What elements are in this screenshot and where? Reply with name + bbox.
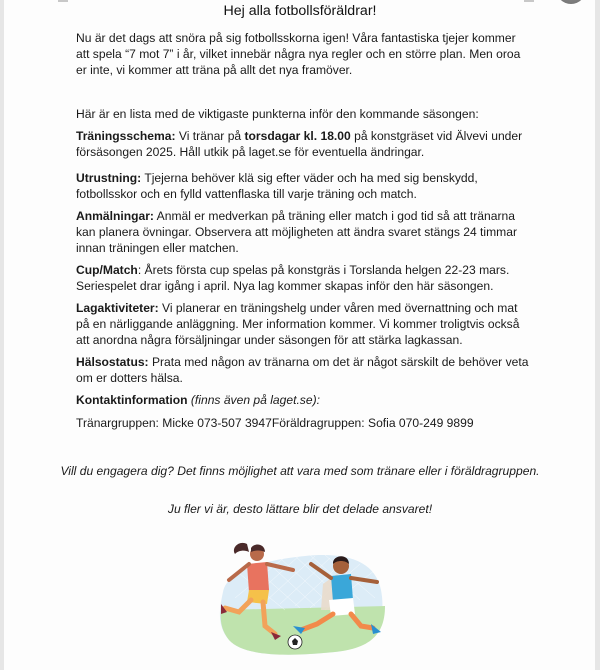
- call-to-action-engage: Vill du engagera dig? Det finns möjlighet att vara med som tränare eller i föräldragruppen.: [60, 464, 540, 478]
- section-emphasis: torsdagar kl. 18.00: [244, 129, 351, 143]
- left-scroll-edge: [0, 0, 4, 670]
- soccer-ball-icon: [288, 635, 302, 649]
- document-title: Hej alla fotbollsföräldrar!: [223, 3, 377, 19]
- right-scrollbar-track[interactable]: [595, 0, 600, 670]
- section-heading: Träningsschema:: [76, 129, 176, 143]
- section-text: Vi tränar på: [175, 129, 245, 143]
- contact-heading-label: Kontaktinformation: [76, 393, 188, 407]
- section-equipment: [76, 170, 531, 202]
- section-text: Tjejerna behöver klä sig efter väder och ha med sig benskydd, fotbollsskor och en fylld vattenflaska till varje träning och match.: [76, 171, 478, 201]
- section-training-schedule: [76, 128, 531, 160]
- section-team-activities: [76, 300, 531, 348]
- lead-paragraph: Här är en lista med de viktigaste punkterna inför den kommande säsongen:: [76, 107, 479, 121]
- call-to-action-shared-responsibility: Ju fler vi är, desto lättare blir det delade ansvaret!: [167, 502, 433, 516]
- contact-heading: [76, 392, 531, 408]
- contact-note: (finns även på laget.se):: [187, 393, 320, 407]
- section-text: Anmäl er medverkan på träning eller match i god tid så att tränarna kan planera övningar. Observera att möjligheten att ändra svaret stängs 24 timmar innan träningen eller matchen.: [76, 209, 517, 255]
- section-cup-match: [76, 262, 531, 294]
- section-health-status: [76, 354, 531, 386]
- section-text: Vi planerar en träningshelg under våren med övernattning och mat på en närliggande anläggning. Mer information kommer. Vi kommer troligtvis också att anordna några försäljningar under säsongen för att stärka lagkassan.: [76, 301, 520, 347]
- soccer-girls-illustration: [205, 530, 395, 670]
- section-text: på konstgräset vid Älvevi under försäsongen 2025. Håll utkik på laget.se för eventuella ändringar.: [76, 129, 523, 159]
- section-heading: Hälsostatus:: [76, 355, 149, 369]
- section-heading: Utrustning:: [76, 171, 142, 185]
- section-heading: Cup/Match: [76, 263, 138, 277]
- contact-line: Tränargruppen: Micke 073-507 3947Föräldragruppen: Sofia 070-249 9899: [76, 416, 474, 430]
- section-text: : Årets första cup spelas på konstgräs i Torslanda helgen 22-23 mars. Seriespelet drar igång i april. Nya lag kommer skapas inför den här säsongen.: [76, 263, 510, 293]
- section-heading: Anmälningar:: [76, 209, 154, 223]
- section-registrations: [76, 208, 531, 256]
- section-text: Prata med någon av tränarna om det är något särskilt de behöver veta om er dotters hälsa.: [76, 355, 529, 385]
- section-heading: Lagaktiviteter:: [76, 301, 159, 315]
- intro-paragraph: Nu är det dags att snöra på sig fotbollsskorna igen! Våra fantastiska tjejer kommer att spela “7 mot 7” i år, vilket innebär några nya regler och en större plan. Men oroa er inte, vi kommer att träna på allt det nya framöver.: [76, 31, 521, 77]
